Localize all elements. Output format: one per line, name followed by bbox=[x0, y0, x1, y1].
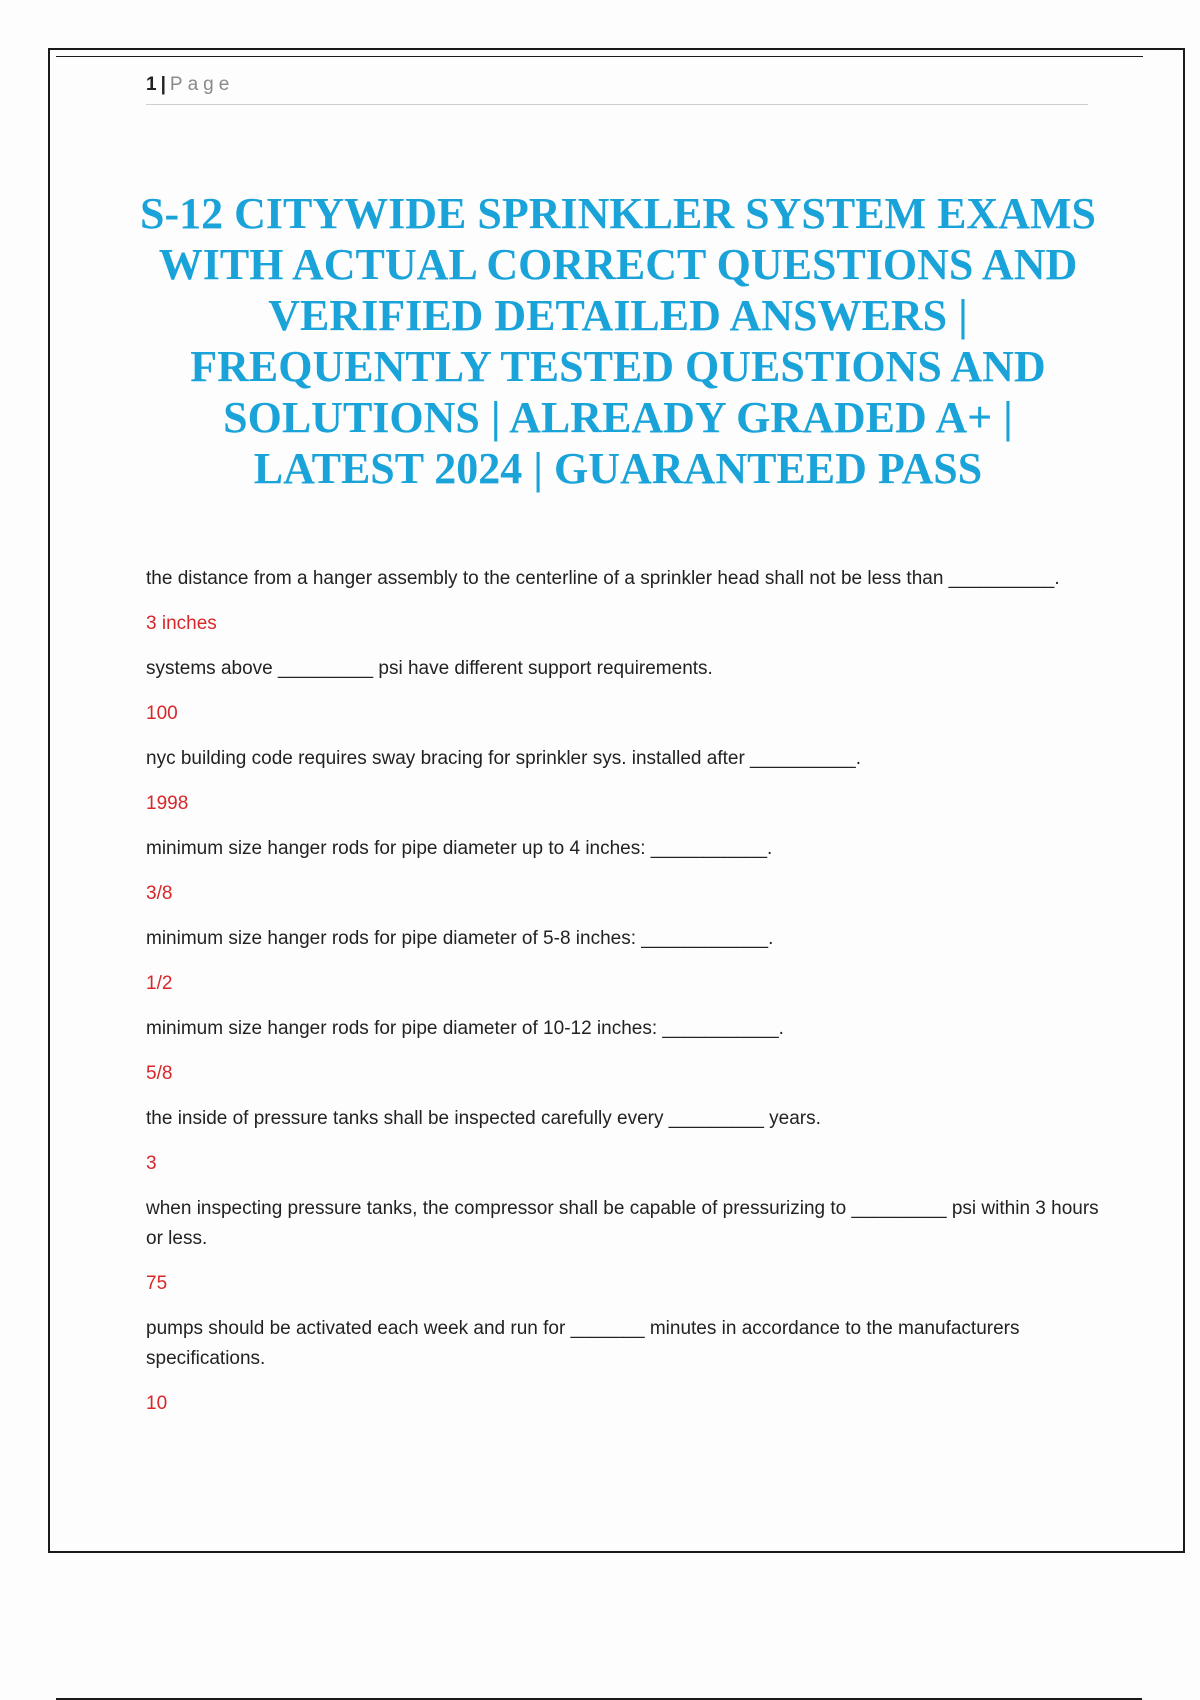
answer-9: 10 bbox=[146, 1393, 168, 1414]
answer-1: 3 inches bbox=[146, 613, 217, 634]
page-label: Page bbox=[169, 74, 235, 95]
question-8: when inspecting pressure tanks, the compressor shall be capable of pressurizing to _________ psi within 3 hours or less. bbox=[146, 1198, 1099, 1249]
top-rule bbox=[56, 56, 1143, 57]
qa-list bbox=[146, 564, 1106, 1419]
question-7: the inside of pressure tanks shall be inspected carefully every _________ years. bbox=[146, 1108, 821, 1129]
question-5: minimum size hanger rods for pipe diameter of 5-8 inches: ____________. bbox=[146, 928, 774, 949]
document-title: S-12 CITYWIDE SPRINKLER SYSTEM EXAMS WITH ACTUAL CORRECT QUESTIONS AND VERIFIED DETAILED ANSWERS | FREQUENTLY TESTED QUESTIONS AND SOLUTIONS | ALREADY GRADED A+ | LATEST 2024 | GUARANTEED PASS bbox=[140, 189, 1096, 493]
answer-6: 5/8 bbox=[146, 1063, 173, 1084]
page-number: 1 bbox=[146, 74, 157, 95]
question-1: the distance from a hanger assembly to the centerline of a sprinkler head shall not be less than __________. bbox=[146, 568, 1060, 589]
page-frame bbox=[48, 48, 1185, 1553]
page-separator: | bbox=[160, 74, 166, 95]
question-4: minimum size hanger rods for pipe diameter up to 4 inches: ___________. bbox=[146, 838, 773, 859]
answer-2: 100 bbox=[146, 703, 178, 724]
page-header bbox=[146, 74, 1088, 105]
answer-7: 3 bbox=[146, 1153, 157, 1174]
answer-3: 1998 bbox=[146, 793, 189, 814]
question-9: pumps should be activated each week and run for _______ minutes in accordance to the manufacturers specifications. bbox=[146, 1318, 1020, 1369]
answer-8: 75 bbox=[146, 1273, 168, 1294]
question-3: nyc building code requires sway bracing for sprinkler sys. installed after __________. bbox=[146, 748, 862, 769]
question-2: systems above _________ psi have different support requirements. bbox=[146, 658, 713, 679]
answer-4: 3/8 bbox=[146, 883, 173, 904]
question-6: minimum size hanger rods for pipe diameter of 10-12 inches: ___________. bbox=[146, 1018, 784, 1039]
answer-5: 1/2 bbox=[146, 973, 173, 994]
